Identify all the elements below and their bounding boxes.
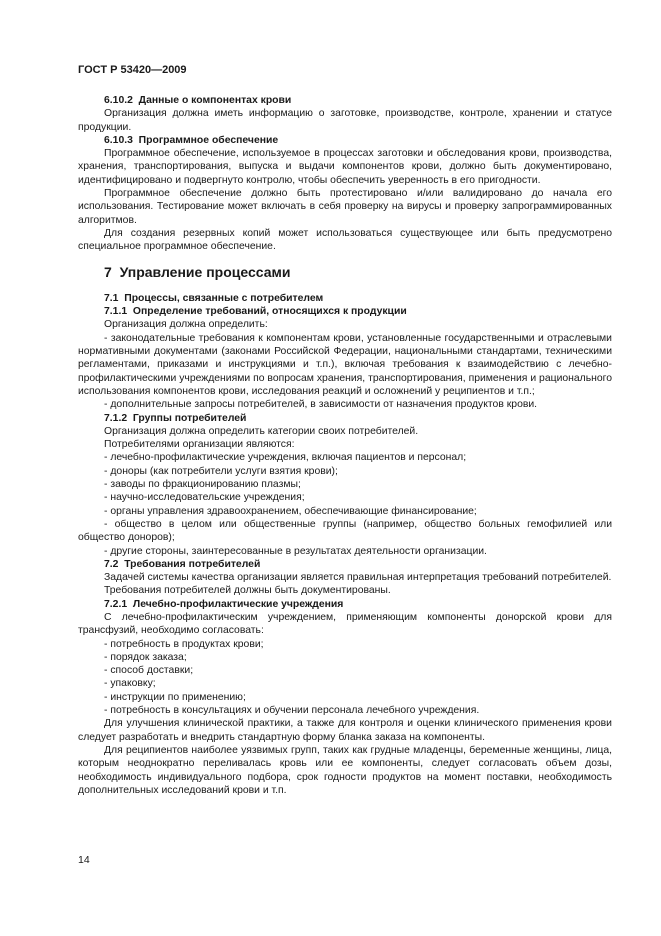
paragraph: Программное обеспечение должно быть протестировано и/или валидировано до начала его использования. Тестирование может включать в себя проверку на вирусы и проверку запрограммированных алгоритмов. xyxy=(78,188,612,226)
section-number: 6.10.3 xyxy=(104,134,133,146)
paragraph: Для улучшения клинической практики, а также для контроля и оценки клинического применения крови следует разработать и внедрить стандартную форму бланка заказа на компоненты. xyxy=(78,718,612,743)
paragraph: Программное обеспечение, используемое в процессах заготовки и обследования крови, производства, хранения, транспортирования, выпуска и выдачи компонентов крови, должно быть документировано, идентифицировано и подвергнуто контролю, чтобы обеспечить уверенность в его пригодности. xyxy=(78,148,612,186)
section-title: Определение требований, относящихся к продукции xyxy=(132,306,407,318)
section-heading-7-1-1 xyxy=(78,305,612,318)
section-title: Данные о компонентах крови xyxy=(138,95,292,106)
list-item: - органы управления здравоохранением, обеспечивающие финансирование; xyxy=(104,505,477,517)
section-heading-7-1 xyxy=(78,292,612,305)
list-item: - способ доставки; xyxy=(104,665,194,677)
section-number: 7.1 xyxy=(104,292,119,304)
document-body xyxy=(78,94,612,797)
paragraph: Для реципиентов наиболее уязвимых групп, таких как грудные младенцы, беременные женщины, лица, которым неоднократно переливалась кровь или ее компоненты, следует согласовать объем дозы, необходимость индивидуального подбора, срок годности продуктов на момент поставки, необходимость дополнительных исследований крови и т.п. xyxy=(78,744,612,796)
paragraph: Организация должна иметь информацию о заготовке, производстве, контроле, хранении и статусе продукции. xyxy=(78,108,612,133)
list-item: - законодательные требования к компонентам крови, установленные государственными и отраслевыми нормативными документами (законами Российской Федерации, национальными стандартами, техническими регламентами, приказами и инструкциями и т.п.), включая требования к взаимодействию с лечебно-профилактическими учреждениями по вопросам хранения, транспортирования, применения и рационального использования компонентов крови, исследования реакций и осложнений у реципиентов и т.п.; xyxy=(78,332,612,397)
section-number: 6.10.2 xyxy=(104,95,133,106)
section-title: Требования потребителей xyxy=(124,558,261,570)
list-item: - дополнительные запросы потребителей, в зависимости от назначения продуктов крови. xyxy=(104,399,538,411)
list-item: - научно-исследовательские учреждения; xyxy=(104,492,305,504)
list-item: - общество в целом или общественные группы (например, общество больных гемофилией или общество доноров); xyxy=(78,518,612,544)
list-item: - лечебно-профилактические учреждения, включая пациентов и персонал; xyxy=(104,452,467,464)
chapter-number: 7 xyxy=(104,263,112,280)
list-item: - упаковку; xyxy=(104,678,156,690)
list-item: - другие стороны, заинтересованные в результатах деятельности организации. xyxy=(104,545,487,557)
section-heading-6-10-2 xyxy=(78,94,612,107)
section-number: 7.1.1 xyxy=(104,306,128,318)
list-item: - порядок заказа; xyxy=(104,651,187,663)
paragraph: Для создания резервных копий может использоваться существующее или быть предусмотрено специальное программное обеспечение. xyxy=(78,227,612,253)
list-item: - заводы по фракционированию плазмы; xyxy=(104,479,301,491)
section-heading-6-10-3 xyxy=(78,134,612,147)
paragraph: Организация должна определить категории своих потребителей. xyxy=(104,425,419,437)
section-heading-7-1-2 xyxy=(78,412,612,425)
page-number: 14 xyxy=(78,854,90,866)
paragraph: Требования потребителей должны быть документированы. xyxy=(104,585,391,597)
list-item: - потребность в консультациях и обучении персонала лечебного учреждения. xyxy=(104,705,480,717)
section-title: Группы потребителей xyxy=(132,412,247,424)
section-title: Лечебно-профилактические учреждения xyxy=(132,598,344,610)
chapter-heading-7 xyxy=(104,263,612,280)
section-number: 7.2.1 xyxy=(104,598,128,610)
paragraph: С лечебно-профилактическим учреждением, применяющим компоненты донорской крови для трансфузий, необходимо согласовать: xyxy=(78,611,612,637)
section-heading-7-2 xyxy=(78,558,612,571)
list-item: - потребность в продуктах крови; xyxy=(104,638,264,650)
section-number: 7.1.2 xyxy=(104,412,128,424)
section-title: Программное обеспечение xyxy=(138,134,279,146)
section-title: Процессы, связанные с потребителем xyxy=(124,292,324,304)
list-item: - доноры (как потребители услуги взятия крови); xyxy=(104,465,338,477)
paragraph: Задачей системы качества организации является правильная интерпретация требований потребителей. xyxy=(104,572,612,584)
chapter-title: Управление процессами xyxy=(119,263,291,280)
document-header: ГОСТ Р 53420—2009 xyxy=(78,64,187,76)
paragraph: Потребителями организации являются: xyxy=(104,439,295,451)
paragraph: Организация должна определить: xyxy=(104,319,268,331)
section-heading-7-2-1 xyxy=(78,598,612,611)
section-number: 7.2 xyxy=(104,558,119,570)
list-item: - инструкции по применению; xyxy=(104,691,246,703)
